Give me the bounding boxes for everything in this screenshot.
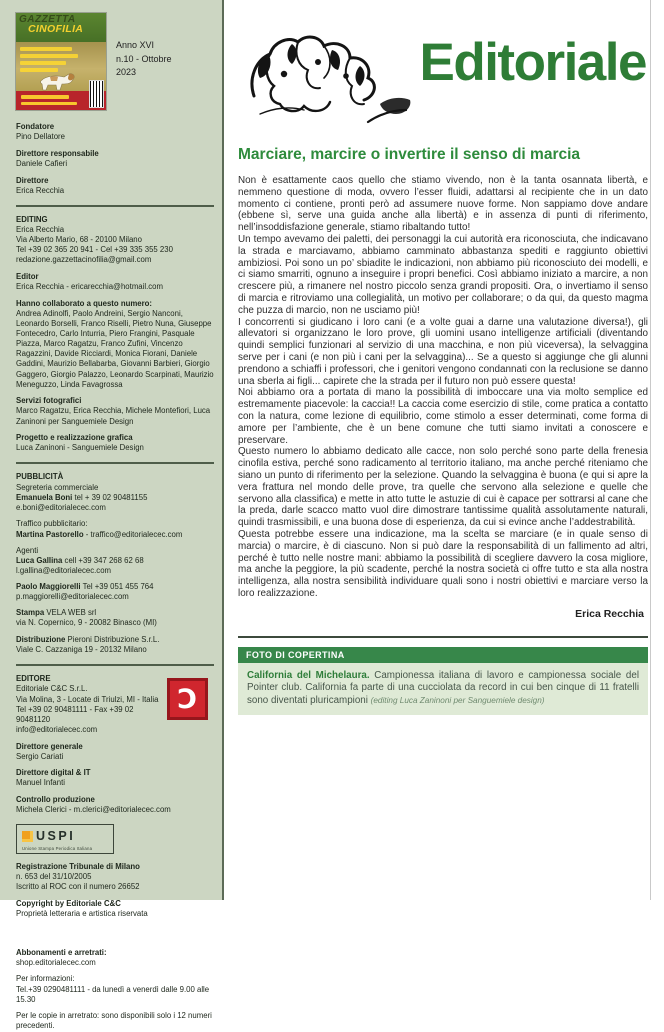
cover-photo-description: Campionessa italiana di lavoro e campionessa sociale del Pointer club. California fa parte di una cucciolata da record in cui ben cinque di 11 fratelli sono diventati pluricampioni xyxy=(247,669,639,706)
contributors-names: Andrea Adinolfi, Paolo Andreini, Sergio Nanconi, Leonardo Borselli, Franco Riselli, Pietro Nuna, Giuseppe Fontecedro, Carlo Inturria, Piero Frangini, Pasquale Piazza, Marco Ragatzu, Franco Zufini, Vincenzo Ragazzini, Davide Ricciardi, Monica Fiorani, Daniele Gaddini, Maurizio Bellabarba, Giovanni Barbieri, Giorgio Gaggero, Giorgio Palazzo, Leonardo Scarpinati, Maurizio Meneguzzo, Linda Favagrossa xyxy=(16,308,214,389)
distribution-block xyxy=(16,635,214,655)
distribution-address: Viale C. Cazzaniga 19 - 20132 Milano xyxy=(16,645,147,655)
uspi-logo xyxy=(16,824,114,854)
photo-services-names: Marco Ragatzu, Erica Recchia, Michele Montefiori, Luca Zaninoni per Sanguemiele Design xyxy=(16,406,211,426)
editorial-main xyxy=(238,0,648,715)
article-body xyxy=(238,175,648,600)
cover-issue-row xyxy=(16,13,214,110)
issue-year: Anno XVI xyxy=(116,40,155,50)
cover-headline-bar xyxy=(20,61,66,65)
page-title: Editoriale xyxy=(419,33,646,92)
article-paragraph: Un tempo avevamo dei paletti, dei personaggi la cui autorità era riconosciuta, che indicavano la strada e marciavamo, abbiamo camminato abbastanza spediti e raggiunto obiettivi ambiziosi. Poi sono un po’ sbiadite le indicazioni, non abbiamo più riconosciuto dei modelli, e ci siamo smarriti, ognuno a inseguire i propri benefici. Così abbiamo iniziato a marcire, a non crescere più, a rimanere nel nostro piccolo senza grandi propositi. Ora, o invertiamo il senso di marcia e ritroviamo una collegialità, un motivo per collaborare; o da qui, da questo magma che puzza di marcio, non ne usciamo più! xyxy=(238,233,648,316)
section-divider xyxy=(238,636,648,638)
ad-traffic-label: Traffico pubblicitario: xyxy=(16,519,88,529)
editor-label: Editor xyxy=(16,271,39,281)
digital-director-label: Direttore digital & IT xyxy=(16,768,91,778)
article-paragraph: Questa potrebbe essere una indicazione, ma la scelta se marciare (e in quale senso di marcia) o marcire, è di ciascuno. Non si può dare la responsabilità di un fallimento ad altri, perché è tutto nelle nostre mani: abbiamo la possibilità di scegliere davvero la cosa migliore, ma anche la peggiore, la più scadente, perché la nostra società ci offre tutto e sta alla nostra intelligenza, alla nostra sensibilità individuare quali sono i nostri obiettivi e marciare verso la loro realizzazione. xyxy=(238,528,648,599)
contributors-block xyxy=(16,299,214,390)
copyright-line: Proprietà letteraria e artistica riservata xyxy=(16,909,148,919)
cover-banner-text-bar xyxy=(21,102,77,105)
subscriptions-block xyxy=(16,948,214,968)
spacer xyxy=(16,926,214,948)
ad-traffic-name: Martina Pastorello xyxy=(16,529,84,539)
cover-photo-box-header: FOTO DI COPERTINA xyxy=(238,647,648,663)
ad-traffic-block xyxy=(16,519,214,539)
subscriptions-url: shop.editorialecec.com xyxy=(16,957,96,967)
cover-masthead-top: GAZZETTA xyxy=(19,14,76,25)
author-signature: Erica Recchia xyxy=(575,607,644,620)
printer-block xyxy=(16,608,214,628)
cover-masthead-title: CINOFILIA xyxy=(28,23,84,35)
cover-masthead xyxy=(16,13,106,42)
general-director-block xyxy=(16,742,214,762)
advertising-label: PUBBLICITÀ xyxy=(16,472,64,482)
distribution-line xyxy=(16,635,214,645)
registration-block xyxy=(16,862,214,892)
uspi-caption: Unione Stampa Periodica Italiana xyxy=(22,845,93,851)
founder-name: Pino Dellatore xyxy=(16,132,65,142)
registration-roc: Iscritto al ROC con il numero 26652 xyxy=(16,882,140,892)
contributors-label: Hanno collaborato a questo numero: xyxy=(16,298,153,308)
cover-barcode xyxy=(89,80,104,108)
subscriptions-label: Abbonamenti e arretrati: xyxy=(16,947,107,957)
production-control-name: Michela Clerici - m.clerici@editorialecec.com xyxy=(16,805,171,815)
advertising-email: e.boni@editorialecec.com xyxy=(16,502,106,512)
production-control-block xyxy=(16,795,214,815)
production-control-label: Controllo produzione xyxy=(16,795,95,804)
publisher-label: EDITORE xyxy=(16,674,51,684)
advertising-contact xyxy=(16,493,214,503)
agents-block xyxy=(16,546,214,602)
founder-block xyxy=(16,122,214,142)
agents-label: Agenti xyxy=(16,546,39,556)
article-paragraph: Non è esattamente caos quello che stiamo vivendo, non è la tanta osannata libertà, e nemmeno questione di moda, ovvero l’esser fluidi, adattarsi al recipiente che in un dato momento ci contiene, pronti però ad assumere nuove forme. Non sappiamo dove andare (ebbene sì, serve una guida anche alla libertà) e in assenza di punti di riferimento, nell’insoddisfazione generale, stiamo ribaltando tutto! xyxy=(238,175,648,234)
article-paragraph: I concorrenti si giudicano i loro cani (e a volte guai a darne una valutazione diversa!), gli allevatori si organizzano le loro prove, gli uomini usano intelligenze artificiali (diventando quindi semplici funzionari al servizio di una macchina, e non più viceversa), la selvaggina serve per i cani (e non più i cani per la selvaggina)... Se a questo si aggiunge che gli alunni prendono a schiaffi i professori, che i genitori vengono condannati con la reclusione se danno una sberla ai figli... capirete che la strada per il futuro non può essere questa! xyxy=(238,316,648,387)
digital-director-block xyxy=(16,768,214,788)
back-issues-note: Per le copie in arretrato: sono disponibili solo i 12 numeri precedenti. xyxy=(16,1011,212,1031)
publisher-address: Via Molina, 3 - Locate di Triulzi, MI - Italia xyxy=(16,694,159,704)
managing-director-block xyxy=(16,149,214,169)
info-block xyxy=(16,974,214,1004)
editing-line: Via Alberto Mario, 68 - 20100 Milano xyxy=(16,235,142,244)
director-name: Erica Recchia xyxy=(16,185,65,195)
general-director-name: Sergio Cariati xyxy=(16,751,64,761)
divider xyxy=(16,205,214,207)
article-paragraph: Questo numero lo abbiamo dedicato alle cacce, non solo perché sono parte della frenesia cinofila estiva, perché sono radicamento al territorio italiano, ma anche perché riteniamo che siano un punto di riferimento per la selezione. Quando la selvaggina è buona (e qui si apre la vera frattura nel mondo delle prove, tra quelle che servono alla selezione e quelle che servono alla classifica) e mette in atto tutte le astuzie di cui è capace per sottrarsi al cane che la preda, darle scacco matto vuol dire dimostrare tantissime qualità assolutamente naturali, quindi trasmissibili, e una buona dose di esperienza, da cui si evince anche l’addestrabilità. xyxy=(238,446,648,529)
advertising-contact-name: Emanuela Boni xyxy=(16,492,73,502)
agent-contact xyxy=(16,582,214,592)
printer-label: Stampa xyxy=(16,608,45,618)
editor-line: Erica Recchia - ericarecchia@hotmail.com xyxy=(16,282,164,291)
general-director-label: Direttore generale xyxy=(16,741,83,751)
agent-name: Paolo Maggiorelli xyxy=(16,581,81,591)
distribution-name: Pieroni Distribuzione S.r.L. xyxy=(65,635,160,644)
graphic-design-label: Progetto e realizzazione grafica xyxy=(16,433,133,443)
editor-block xyxy=(16,272,214,292)
issue-number: n.10 - Ottobre xyxy=(116,53,172,64)
printer-line xyxy=(16,608,214,618)
agent-contact xyxy=(16,556,214,566)
registration-label: Registrazione Tribunale di Milano xyxy=(16,862,140,872)
editing-line: Erica Recchia xyxy=(16,224,65,234)
ad-traffic-email: - traffico@editorialecec.com xyxy=(83,529,183,539)
colophon-sidebar xyxy=(0,0,224,1031)
cover-photo-box xyxy=(238,647,648,716)
agent-email: p.maggiorelli@editorialecec.com xyxy=(16,591,129,601)
uspi-square-icon xyxy=(22,831,33,842)
editing-label: EDITING xyxy=(16,214,48,224)
photo-services-block xyxy=(16,396,214,426)
graphic-design-name: Luca Zaninoni - Sanguemiele Design xyxy=(16,443,144,453)
agent-phone: cell +39 347 268 62 68 xyxy=(62,556,144,566)
cover-headline-bar xyxy=(20,47,72,51)
publisher-phone: Tel +39 02 90481111 - Fax +39 02 90481120 xyxy=(16,704,134,724)
publisher-email: info@editorialecec.com xyxy=(16,724,98,734)
issue-info xyxy=(116,13,172,110)
publisher-info xyxy=(16,674,167,735)
article-paragraph: Noi abbiamo ora a portata di mano la possibilità di imboccare una via molto semplice ed estremamente piacevole: la caccia!! La caccia come esercizio di stile, come pratica a contatto con la natura, come lezione di equilibrio, come stimolo a esser determinati, come forma di amore per l’ambiente, che è un bene comune che tutti siamo invitati a conoscere e preservare. xyxy=(238,387,648,446)
divider xyxy=(16,462,214,464)
cover-banner-text-bar xyxy=(21,95,69,99)
magazine-cover-thumbnail xyxy=(16,13,106,110)
copyright-label: Copyright by Editoriale C&C xyxy=(16,898,121,908)
dog-sketch-illustration xyxy=(240,26,418,124)
advertising-sub: Segreteria commerciale xyxy=(16,482,99,492)
cec-publisher-logo xyxy=(167,678,208,720)
cover-headline-bar xyxy=(20,54,78,58)
editing-block xyxy=(16,215,214,266)
info-line: Tel.+39 0290481111 - da lunedì a venerdì dalle 9.00 alle 15.30 xyxy=(16,984,210,1004)
cec-logo-letter: C xyxy=(177,683,198,715)
distribution-label: Distribuzione xyxy=(16,635,66,644)
editing-email: redazione.gazzettacinofilia@gmail.com xyxy=(16,255,152,265)
advertising-contact-phone: tel + 39 02 90481155 xyxy=(72,492,148,502)
publisher-block xyxy=(16,674,214,735)
page-edge-rule xyxy=(650,0,651,900)
advertising-block xyxy=(16,472,214,513)
uspi-row xyxy=(22,828,108,844)
cover-photo-box-body xyxy=(238,663,648,716)
agent-name: Luca Gallina xyxy=(16,556,63,566)
director-label: Direttore xyxy=(16,175,49,185)
info-label: Per informazioni: xyxy=(16,974,75,984)
cover-photo-credit: (editing Luca Zaninoni per Sanguemiele design) xyxy=(370,695,545,705)
managing-director-label: Direttore responsabile xyxy=(16,148,99,158)
graphic-design-block xyxy=(16,433,214,453)
digital-director-name: Manuel Infanti xyxy=(16,778,65,788)
publisher-company: Editoriale C&C S.r.L. xyxy=(16,684,88,694)
ad-traffic-contact xyxy=(16,530,214,540)
cover-dog-name: California del Michelaura. xyxy=(247,669,370,681)
issue-date: 2023 xyxy=(116,67,137,77)
registration-number: n. 653 del 31/10/2005 xyxy=(16,872,92,882)
editing-line: Tel +39 02 365 20 941 - Cel +39 335 355 230 xyxy=(16,245,173,255)
printer-name: VELA WEB srl xyxy=(44,608,97,618)
agent-email: l.gallina@editorialecec.com xyxy=(16,566,112,576)
director-block xyxy=(16,176,214,196)
printer-address: via N. Copernico, 9 - 20082 Binasco (MI) xyxy=(16,618,157,628)
divider xyxy=(16,664,214,666)
article-headline: Marciare, marcire o invertire il senso di marcia xyxy=(238,146,581,163)
uspi-acronym: USPI xyxy=(36,829,76,844)
photo-services-label: Servizi fotografici xyxy=(16,396,82,406)
copyright-block xyxy=(16,899,214,919)
agent-phone: Tel +39 051 455 764 xyxy=(80,581,154,591)
editorial-header xyxy=(238,0,648,130)
managing-director-name: Daniele Cafieri xyxy=(16,158,68,168)
founder-label: Fondatore xyxy=(16,122,55,131)
